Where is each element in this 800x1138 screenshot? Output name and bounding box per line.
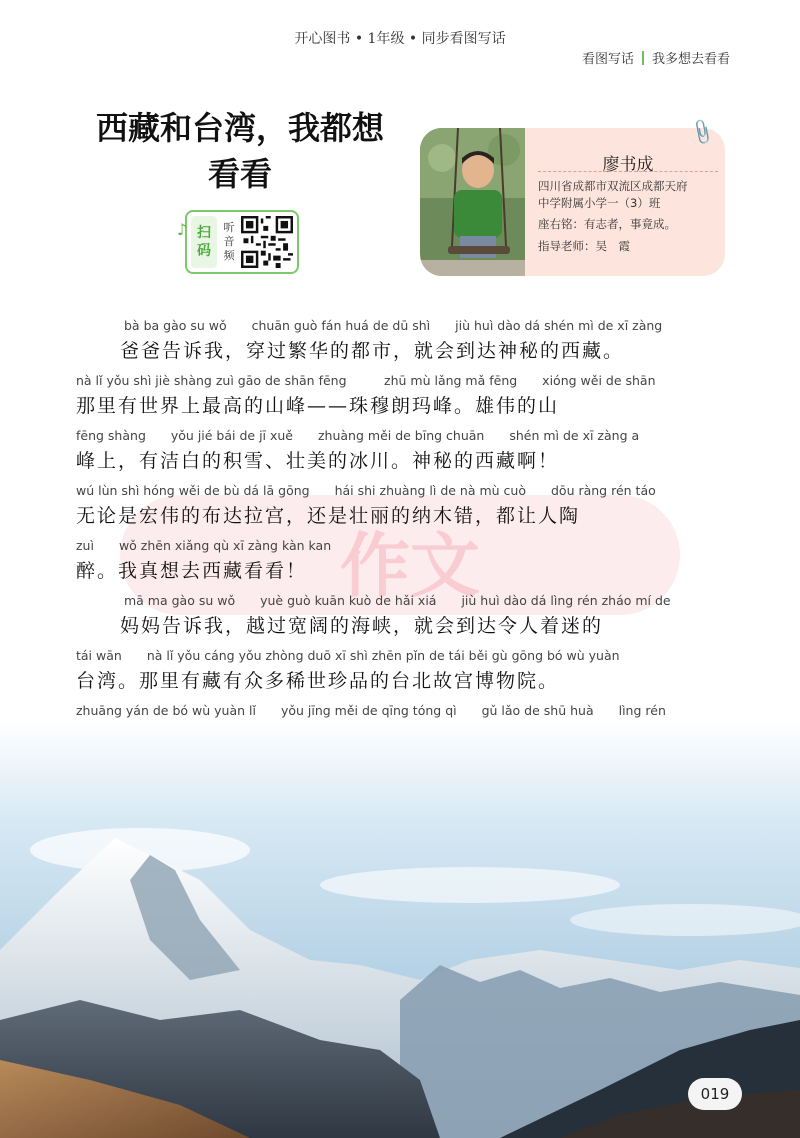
watermark-text: 作文 [340, 525, 480, 607]
section-divider [642, 51, 644, 65]
hanzi-row: 妈妈告诉我，越过宽阔的海峡，就会到达令人着迷的 [120, 615, 604, 637]
section-header [582, 48, 730, 67]
qr-code-icon[interactable] [241, 216, 293, 268]
article-title [70, 105, 410, 197]
scan-label: 扫 码 [191, 216, 217, 268]
author-card [420, 117, 725, 276]
hanzi-row: 无论是宏伟的布达拉宫，还是壮丽的纳木错，都让人陶 [76, 505, 581, 527]
essay-line [76, 591, 736, 646]
music-note-icon: ♪ [177, 220, 188, 239]
pinyin-row: fēng shàng yǒu jié bái de jī xuě zhuàng měi de bīng chuān shén mì de xī zàng a [76, 428, 640, 443]
pinyin-row: nà lǐ yǒu shì jiè shàng zuì gāo de shān fēng zhū mù lǎng mǎ fēng xióng wěi de shān [76, 373, 656, 388]
essay-line [76, 646, 736, 701]
hanzi-row: 爸爸告诉我，穿过繁华的都市，就会到达神秘的西藏。 [120, 340, 625, 362]
pinyin-row: zuì wǒ zhēn xiǎng qù xī zàng kàn kan [76, 538, 332, 553]
scan-audio-box[interactable] [177, 210, 299, 274]
pinyin-row: mā ma gào su wǒ yuè guò kuān kuò de hǎi xiá jiù huì dào dá lìng rén zháo mí de [124, 593, 671, 608]
hanzi-row: 台湾。那里有藏有众多稀世珍品的台北故宫博物院。 [76, 670, 560, 692]
author-school: 四川省成都市双流区成都天府 中学附属小学一（3）班 [538, 179, 688, 210]
mountain-scenery [0, 720, 800, 1138]
essay-line [76, 481, 736, 536]
paperclip-icon: 📎 [686, 117, 717, 148]
essay-body [76, 316, 736, 756]
name-divider [538, 171, 718, 172]
hanzi-row: 峰上，有洁白的积雪、壮美的冰川。神秘的西藏啊！ [76, 450, 560, 472]
author-name: 廖书成 [602, 155, 654, 175]
essay-line [76, 371, 736, 426]
section-theme: 我多想去看看 [651, 52, 730, 67]
author-motto: 座右铭：有志者，事竟成。 [538, 217, 676, 231]
hanzi-row: 醉。我真想去西藏看看！ [76, 560, 308, 582]
author-photo [420, 128, 525, 276]
hanzi-row: 那里有世界上最高的山峰——珠穆朗玛峰。雄伟的山 [76, 395, 560, 417]
essay-line [76, 316, 736, 371]
section-category: 看图写话 [581, 52, 634, 67]
listen-audio-label: 听 音 频 [223, 221, 235, 262]
author-teacher: 指导老师：吴 霞 [538, 239, 630, 253]
essay-line [76, 536, 736, 591]
title-line-1: 西藏和台湾，我都想 [95, 109, 384, 147]
pinyin-row: wú lùn shì hóng wěi de bù dá lā gōng hái shi zhuàng lì de nà mù cuò dōu ràng rén táo [76, 483, 656, 498]
pinyin-row: zhuāng yán de bó wù yuàn lǐ yǒu jīng měi de qīng tóng qì gǔ lǎo de shū huà lìng rén [76, 703, 666, 718]
pinyin-row: tái wān nà lǐ yǒu cáng yǒu zhòng duō xī shì zhēn pǐn de tái běi gù gōng bó wù yuàn [76, 648, 620, 663]
page-number: 019 [688, 1078, 742, 1110]
essay-line [76, 426, 736, 481]
pinyin-row: bà ba gào su wǒ chuān guò fán huá de dū shì jiù huì dào dá shén mì de xī zàng [124, 318, 663, 333]
title-line-2: 看看 [207, 155, 272, 193]
book-header: 开心图书 • 1年级 • 同步看图写话 [294, 31, 506, 47]
